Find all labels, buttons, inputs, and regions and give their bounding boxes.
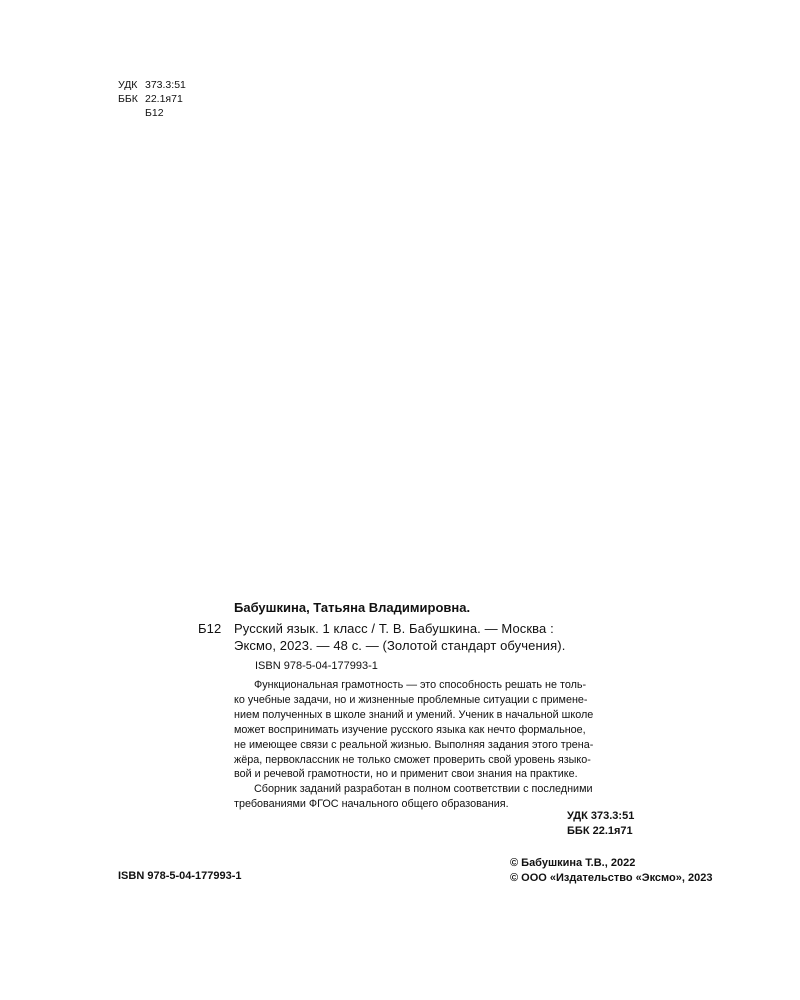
abstract-line: Функциональная грамотность — это способность решать не толь- — [254, 679, 587, 691]
bottom-classification-block — [567, 809, 634, 839]
main-entry — [198, 620, 668, 654]
title-line: Эксмо, 2023. — 48 с. — (Золотой стандарт обучения). — [234, 638, 566, 653]
top-classification-block — [118, 78, 186, 120]
udk-value: 373.3:51 — [145, 79, 186, 91]
abstract-line: требованиями ФГОС начального общего образования. — [234, 798, 509, 811]
author-heading: Бабушкина, Татьяна Владимировна. — [234, 600, 471, 615]
abstract-line: ко учебные задачи, но и жизненные проблемные ситуации с примене- — [234, 693, 588, 706]
bbk-value: 22.1я71 — [145, 93, 183, 105]
bibliographic-description — [234, 620, 654, 654]
abstract-line: вой и речевой грамотности, но и применит свои знания на практике. — [234, 768, 578, 781]
card-isbn: ISBN 978-5-04-177993-1 — [255, 660, 378, 672]
copyright-block — [510, 856, 712, 886]
abstract-line: может воспринимать изучение русского языка как нечто формальное, — [234, 723, 586, 736]
bbk-bottom: ББК 22.1я71 — [567, 825, 633, 837]
footer-isbn: ISBN 978-5-04-177993-1 — [118, 870, 242, 882]
udk-label: УДК — [118, 79, 138, 91]
catalog-card — [198, 599, 668, 812]
author-sign-top: Б12 — [145, 107, 164, 119]
bbk-label: ББК — [118, 93, 138, 105]
udk-bottom: УДК 373.3:51 — [567, 810, 635, 822]
udk-row — [118, 78, 186, 92]
abstract-line: Сборник заданий разработан в полном соответствии с последними — [254, 783, 593, 796]
abstract-line: жёра, первоклассник не только сможет проверить свой уровень языко- — [234, 753, 591, 766]
title-line: Русский язык. 1 класс / Т. В. Бабушкина. — Москва : — [234, 621, 554, 636]
abstract-line: не имеющее связи с реальной жизнью. Выполняя задания этого трена- — [234, 738, 594, 751]
abstract-line: нием полученных в школе знаний и умений. Ученик в начальной школе — [234, 708, 594, 721]
abstract — [234, 678, 658, 812]
bbk-row — [118, 92, 186, 106]
author-sign: Б12 — [198, 621, 222, 636]
copyright-publisher: © ООО «Издательство «Эксмо», 2023 — [510, 872, 713, 884]
copyright-author: © Бабушкина Т.В., 2022 — [510, 857, 636, 869]
